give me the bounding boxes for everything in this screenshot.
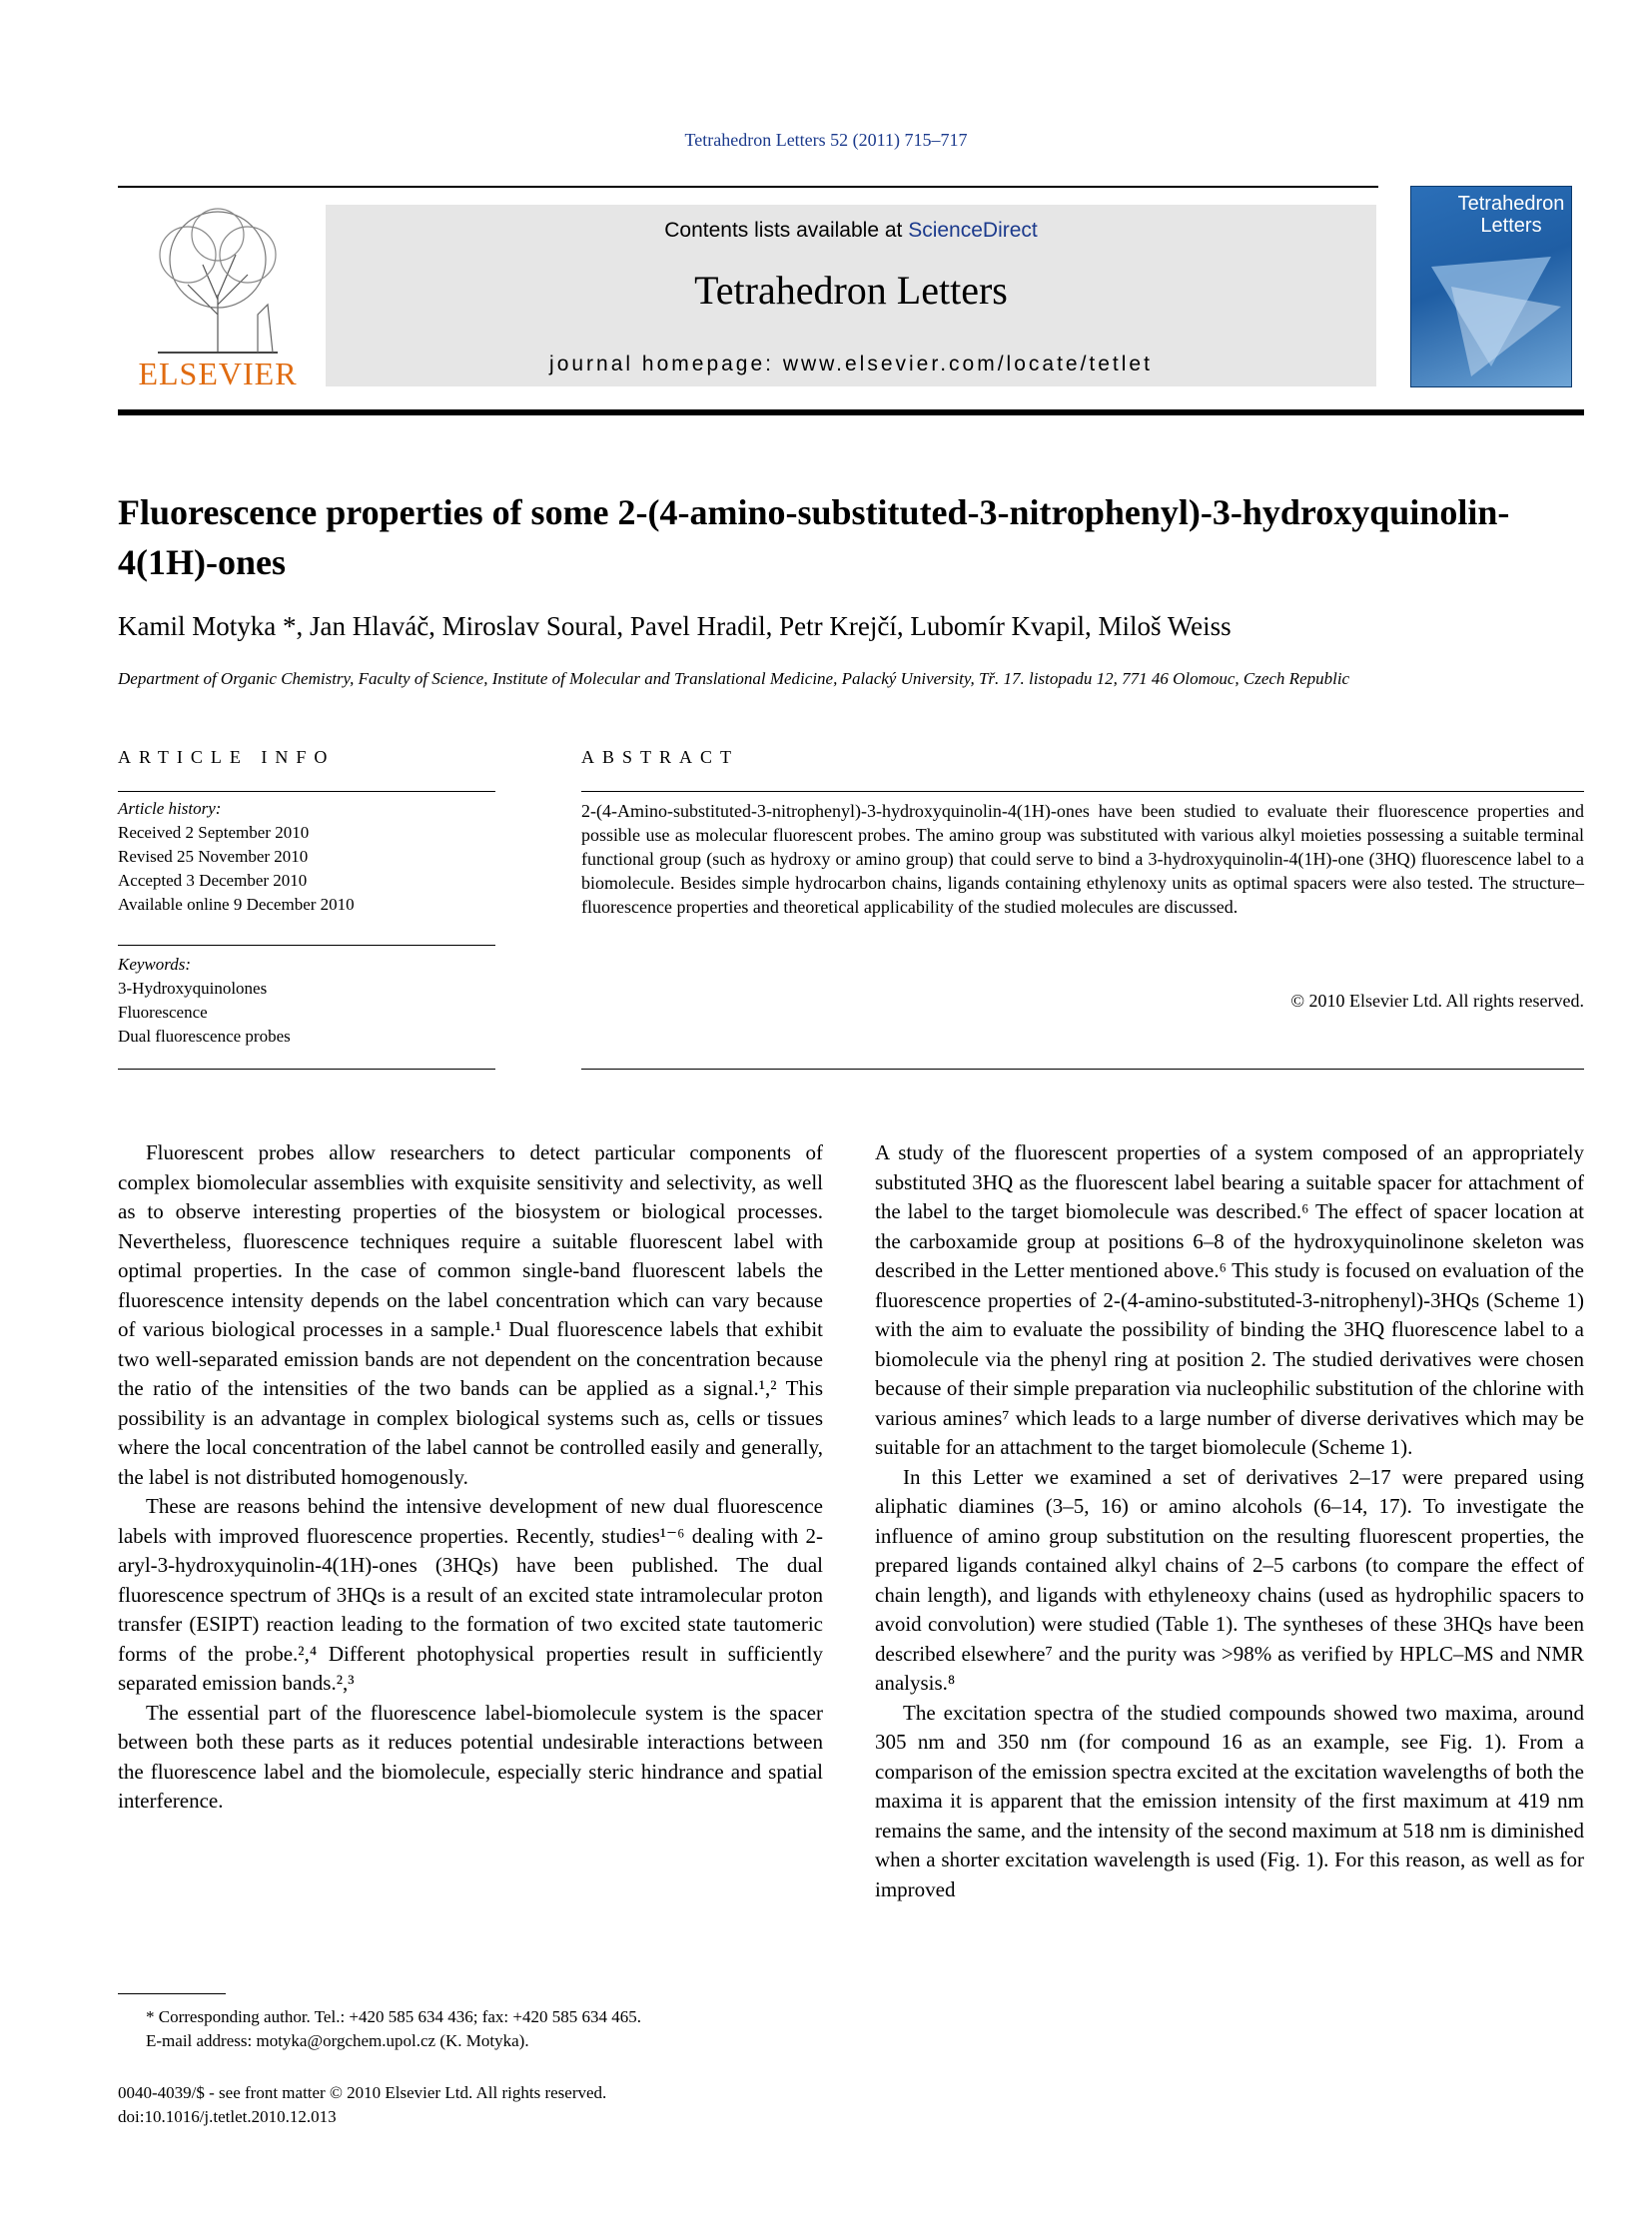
article-info-bottom-rule [118,1069,495,1070]
article-info-rule [118,791,495,792]
journal-homepage[interactable]: journal homepage: www.elsevier.com/locate/tetlet [549,353,1153,375]
abstract-bottom-rule [581,1069,1584,1070]
keyword: Dual fluorescence probes [118,1027,291,1046]
header-rule [118,186,1378,188]
contents-prefix: Contents lists available at [664,219,909,242]
journal-title: Tetrahedron Letters [694,268,1008,313]
front-matter-line: 0040-4039/$ - see front matter © 2010 Elsevier Ltd. All rights reserved. [118,2083,607,2102]
keyword: 3-Hydroxyquinolones [118,979,268,998]
journal-cover-image [1410,186,1572,387]
keywords-rule [118,945,495,946]
keyword-list [118,977,291,1049]
history-revised: Revised 25 November 2010 [118,847,309,866]
history-received: Received 2 September 2010 [118,823,310,842]
body-paragraph: A study of the fluorescent properties of a system composed of an appropriately substituted 3HQ as the fluorescent label bearing a suitable spacer for attachment of the label to the target biomolecule was described.⁶ The effect of spacer location at the carboxamide group at positions 6–8 of the hydroxyquinolinone skeleton was described in the Letter mentioned above.⁶ This study is focused on evaluation of the fluorescence properties of 2-(4-amino-substituted-3-nitrophenyl)-3HQs (Scheme 1) with the aim to evaluate the possibility of binding the 3HQ fluorescence label to a biomolecule via the phenyl ring at position 2. The studied derivatives were chosen because of their simple preparation via nucleophilic substitution of the chlorine with various amines⁷ which leads to a large number of diverse derivatives which may be suitable for an attachment to the target biomolecule (Scheme 1). [875,1140,1584,1459]
body-column-right [875,1138,1584,1904]
affiliation: Department of Organic Chemistry, Faculty of Science, Institute of Molecular and Translational Medicine, Palacký University, Tř. 17. listopadu 12, 771 46 Olomouc, Czech Republic [118,669,1350,688]
article-info-heading: ARTICLE INFO [118,747,336,767]
elsevier-wordmark: ELSEVIER [138,356,298,391]
keyword: Fluorescence [118,1003,208,1022]
abstract-text: 2-(4-Amino-substituted-3-nitrophenyl)-3-hydroxyquinolin-4(1H)-ones have been studied to evaluate their fluorescence properties and possible use as molecular fluorescent probes. The amino group was substituted with various alkyl moieties possessing a suitable terminal functional group (such as hydroxy or amino group) that could serve to bind a 3-hydroxyquinolin-4(1H)-one (3HQ) fluorescence label to a biomolecule. Besides simple hydrocarbon chains, ligands containing ethylenoxy units as optimal spacers were also tested. The structure–fluorescence properties and theoretical applicability of the studied molecules are discussed. [581,801,1584,917]
journal-citation: Tetrahedron Letters 52 (2011) 715–717 [684,130,968,150]
cover-title: Tetrahedron Letters [1457,193,1565,237]
footnote-rule [118,1993,226,1994]
journal-masthead [326,205,1376,386]
abstract-heading: ABSTRACT [581,747,740,767]
article-title: Fluorescence properties of some 2-(4-amino-substituted-3-nitrophenyl)-3-hydroxyquinolin-4(1H)-ones [118,492,1510,582]
contents-line [326,219,1376,243]
header-thick-rule [118,409,1584,415]
history-online: Available online 9 December 2010 [118,895,355,914]
body-paragraph: Fluorescent probes allow researchers to detect particular components of complex biomolecular assemblies with exquisite sensitivity and selectivity, as well as to observe interesting properties of the biosystem or biological processes. Nevertheless, fluorescence techniques require a suitable fluorescent label with optimal properties. In the case of common single-band fluorescent labels the fluorescence intensity depends on the label concentration which can vary because of various biological processes in a sample.¹ Dual fluorescence labels that exhibit two well-separated emission bands are not dependent on the concentration because the ratio of the intensities of the two bands can be applied as a signal.¹,² This possibility is an advantage in complex biological systems such as, cells or tissues where the local concentration of the label cannot be controlled easily and generally, the label is not distributed homogenously. [118,1140,823,1489]
article-history [118,821,355,917]
body-paragraph: The excitation spectra of the studied compounds showed two maxima, around 305 nm and 350 nm (for compound 16 as an example, see Fig. 1). From a comparison of the emission spectra excited at the excitation wavelengths of both the maxima it is apparent that the emission intensity of the first maximum at 419 nm remains the same, and the intensity of the second maximum at 518 nm is diminished when a shorter excitation wavelength is used (Fig. 1). For this reason, as well as for improved [875,1700,1584,1901]
body-paragraph: These are reasons behind the intensive development of new dual fluorescence labels with improved fluorescence properties. Recently, studies¹⁻⁶ dealing with 2-aryl-3-hydroxyquinolin-4(1H)-ones (3HQs) have been published. The dual fluorescence spectrum of 3HQs is a result of an excited state intramolecular proton transfer (ESIPT) reaction leading to the formation of two excited state tautomeric forms of the probe.²,⁴ Different photophysical properties result in sufficiently separated emission bands.²,³ [118,1494,823,1695]
issn-block [118,2081,823,2129]
footnote [118,2005,823,2053]
body-paragraph: The essential part of the fluorescence label-biomolecule system is the spacer between both these parts as it reduces potential undesirable interactions between the fluorescence label and the biomolecule, especially steric hindrance and spatial interference. [118,1700,823,1813]
abstract-copyright: © 2010 Elsevier Ltd. All rights reserved. [1290,991,1584,1011]
body-paragraph: In this Letter we examined a set of derivatives 2–17 were prepared using aliphatic diamines (3–5, 16) or amino alcohols (6–14, 17). To investigate the influence of amino group substitution on the resulting fluorescent properties, the prepared ligands contained alkyl chains of 2–5 carbons (to compare the effect of chain length), and ligands with ethyleneoxy chains (used as hydrophilic spacers to avoid convolution) were studied (Table 1). The syntheses of these 3HQs have been described elsewhere⁷ and the purity was >98% as verified by HPLC–MS and NMR analysis.⁸ [875,1464,1584,1695]
abstract-rule [581,791,1584,792]
author-list: Kamil Motyka *, Jan Hlaváč, Miroslav Soural, Pavel Hradil, Petr Krejčí, Lubomír Kvapil, Miloš Weiss [118,611,1232,641]
history-accepted: Accepted 3 December 2010 [118,871,308,890]
body-column-left [118,1138,823,1817]
history-label: Article history: [118,799,222,818]
sciencedirect-link[interactable]: ScienceDirect [908,219,1038,242]
corresponding-author-note: * Corresponding author. Tel.: +420 585 634 436; fax: +420 585 634 465. [146,2007,641,2026]
keywords-label: Keywords: [118,955,192,974]
email-note[interactable]: E-mail address: motyka@orgchem.upol.cz (K. Motyka). [146,2031,529,2050]
doi-link[interactable]: doi:10.1016/j.tetlet.2010.12.013 [118,2107,337,2126]
